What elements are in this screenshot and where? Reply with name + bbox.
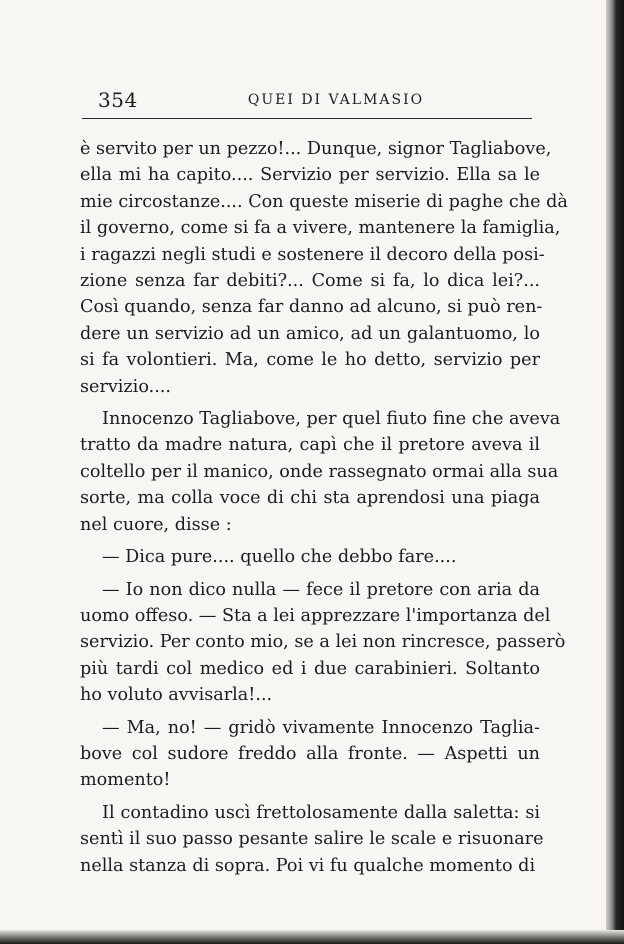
text-line: — Io non dico nulla — fece il pretore con aria da (102, 579, 540, 600)
text-line: zione senza far debiti?... Come si fa, lo dica lei?... (80, 271, 540, 292)
paragraph (80, 577, 566, 709)
text-line: uomo offeso. — Sta a lei apprezzare l'importanza del (80, 605, 551, 626)
text-line: ho voluto avvisarla!... (80, 685, 273, 706)
header-rule (82, 118, 532, 119)
book-spine-shadow (606, 0, 624, 944)
text-line: — Ma, no! — gridò vivamente Innocenzo Taglia- (102, 717, 540, 738)
text-line: bove col sudore freddo alla fronte. — Aspetti un (80, 743, 540, 764)
text-line: Così quando, senza far danno ad alcuno, si può ren- (80, 297, 543, 318)
text-line: nel cuore, disse : (80, 514, 232, 535)
text-line: — Dica pure.... quello che debbo fare.... (102, 547, 457, 568)
text-line: nella stanza di sopra. Poi vi fu qualche momento di (80, 855, 536, 876)
text-line: più tardi col medico ed i due carabinieri. Soltanto (80, 658, 540, 679)
text-line: coltello per il manico, onde rassegnato ormai alla sua (80, 461, 559, 482)
text-line: servizio.... (80, 376, 171, 397)
text-line: ella mi ha capito.... Servizio per servizio. Ella sa le (80, 165, 540, 186)
text-line: Il contadino uscì frettolosamente dalla saletta: si (102, 802, 540, 823)
text-line: si fa volontieri. Ma, come le ho detto, servizio per (80, 350, 540, 371)
page-header (96, 84, 536, 114)
body-text (80, 136, 568, 885)
text-line: dere un servizio ad un amico, ad un galantuomo, lo (80, 323, 540, 344)
text-line: servizio. Per conto mio, se a lei non rincresce, passerò (80, 632, 566, 653)
paragraph (80, 800, 544, 879)
text-line: è servito per un pezzo!... Dunque, signor Tagliabove, (80, 139, 552, 159)
text-line: sorte, ma colla voce di chi sta aprendosi una piaga (80, 488, 540, 509)
paragraph (80, 715, 540, 794)
text-line: il governo, come si fa a vivere, mantenere la famiglia, (80, 218, 561, 239)
page-bottom-edge (0, 930, 624, 944)
paragraph (80, 136, 568, 400)
page-number: 354 (98, 88, 138, 112)
paragraph (80, 406, 561, 538)
text-line: sentì il suo passo pesante salire le scale e risuonare (80, 829, 544, 850)
text-line: mie circostanze.... Con queste miserie di paghe che dà (80, 191, 568, 212)
paragraph (80, 544, 540, 570)
text-line: momento! (80, 770, 171, 791)
text-line: Innocenzo Tagliabove, per quel fiuto fine che aveva (102, 409, 561, 430)
running-title: QUEI DI VALMASIO (247, 92, 425, 108)
text-line: i ragazzi negli studi e sostenere il decoro della posi- (80, 244, 545, 265)
text-line: tratto da madre natura, capì che il pretore aveva il (80, 435, 540, 456)
